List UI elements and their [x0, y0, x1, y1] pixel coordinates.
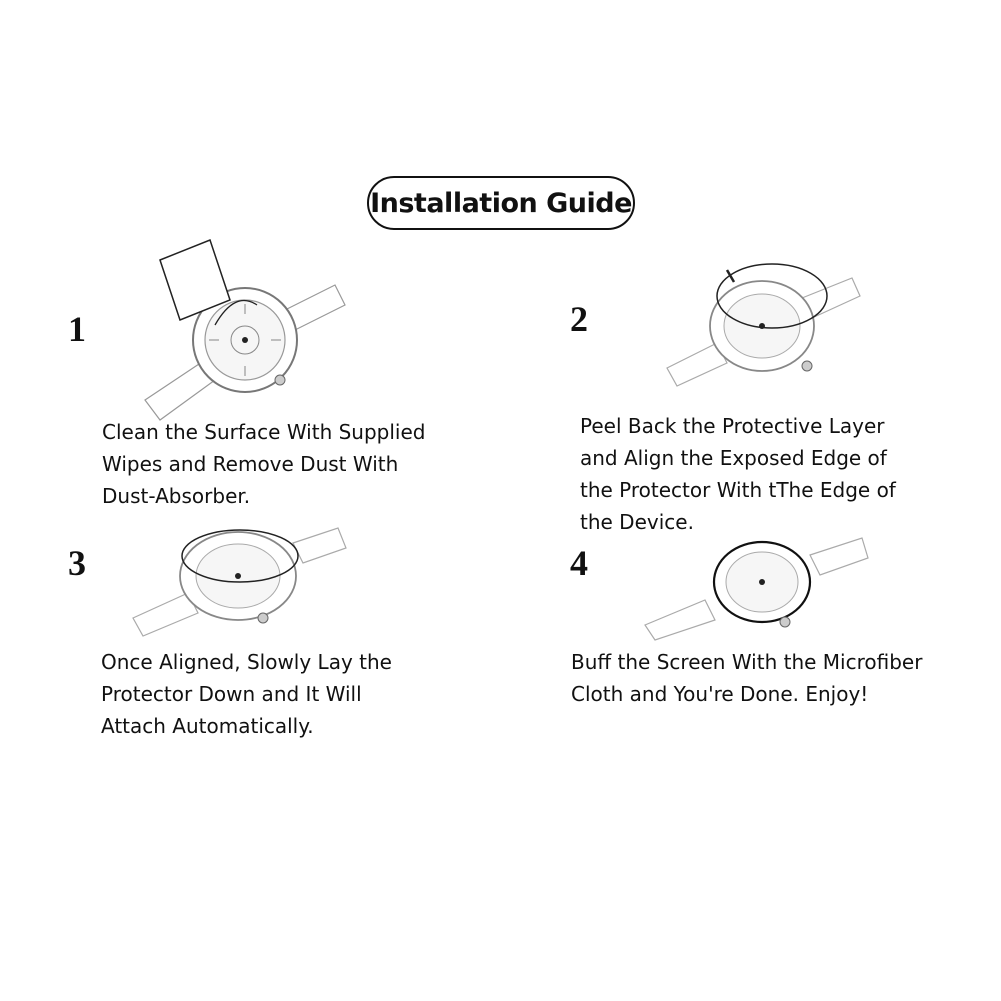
- step-4-number: 4: [570, 543, 588, 583]
- step-1-number: 1: [68, 309, 86, 349]
- step-3-number: 3: [68, 543, 86, 583]
- step-2-number: 2: [570, 299, 588, 339]
- watch-done-illustration-icon: [640, 530, 870, 640]
- watch-wipe-illustration-icon: [135, 230, 355, 420]
- step-3-text: Once Aligned, Slowly Lay the Protector Down and It Will Attach Automatically.: [101, 650, 392, 738]
- step-4-text: Buff the Screen With the Microfiber Cloth and You're Done. Enjoy!: [571, 650, 923, 706]
- watch-peel-illustration-icon: [662, 258, 862, 388]
- step-2-text: Peel Back the Protective Layer and Align the Exposed Edge of the Protector With tThe Edge of the Device.: [580, 414, 896, 534]
- step-1-text: Clean the Surface With Supplied Wipes and Remove Dust With Dust-Absorber.: [102, 420, 426, 508]
- page-title: Installation Guide: [367, 176, 635, 230]
- watch-align-illustration-icon: [128, 518, 348, 638]
